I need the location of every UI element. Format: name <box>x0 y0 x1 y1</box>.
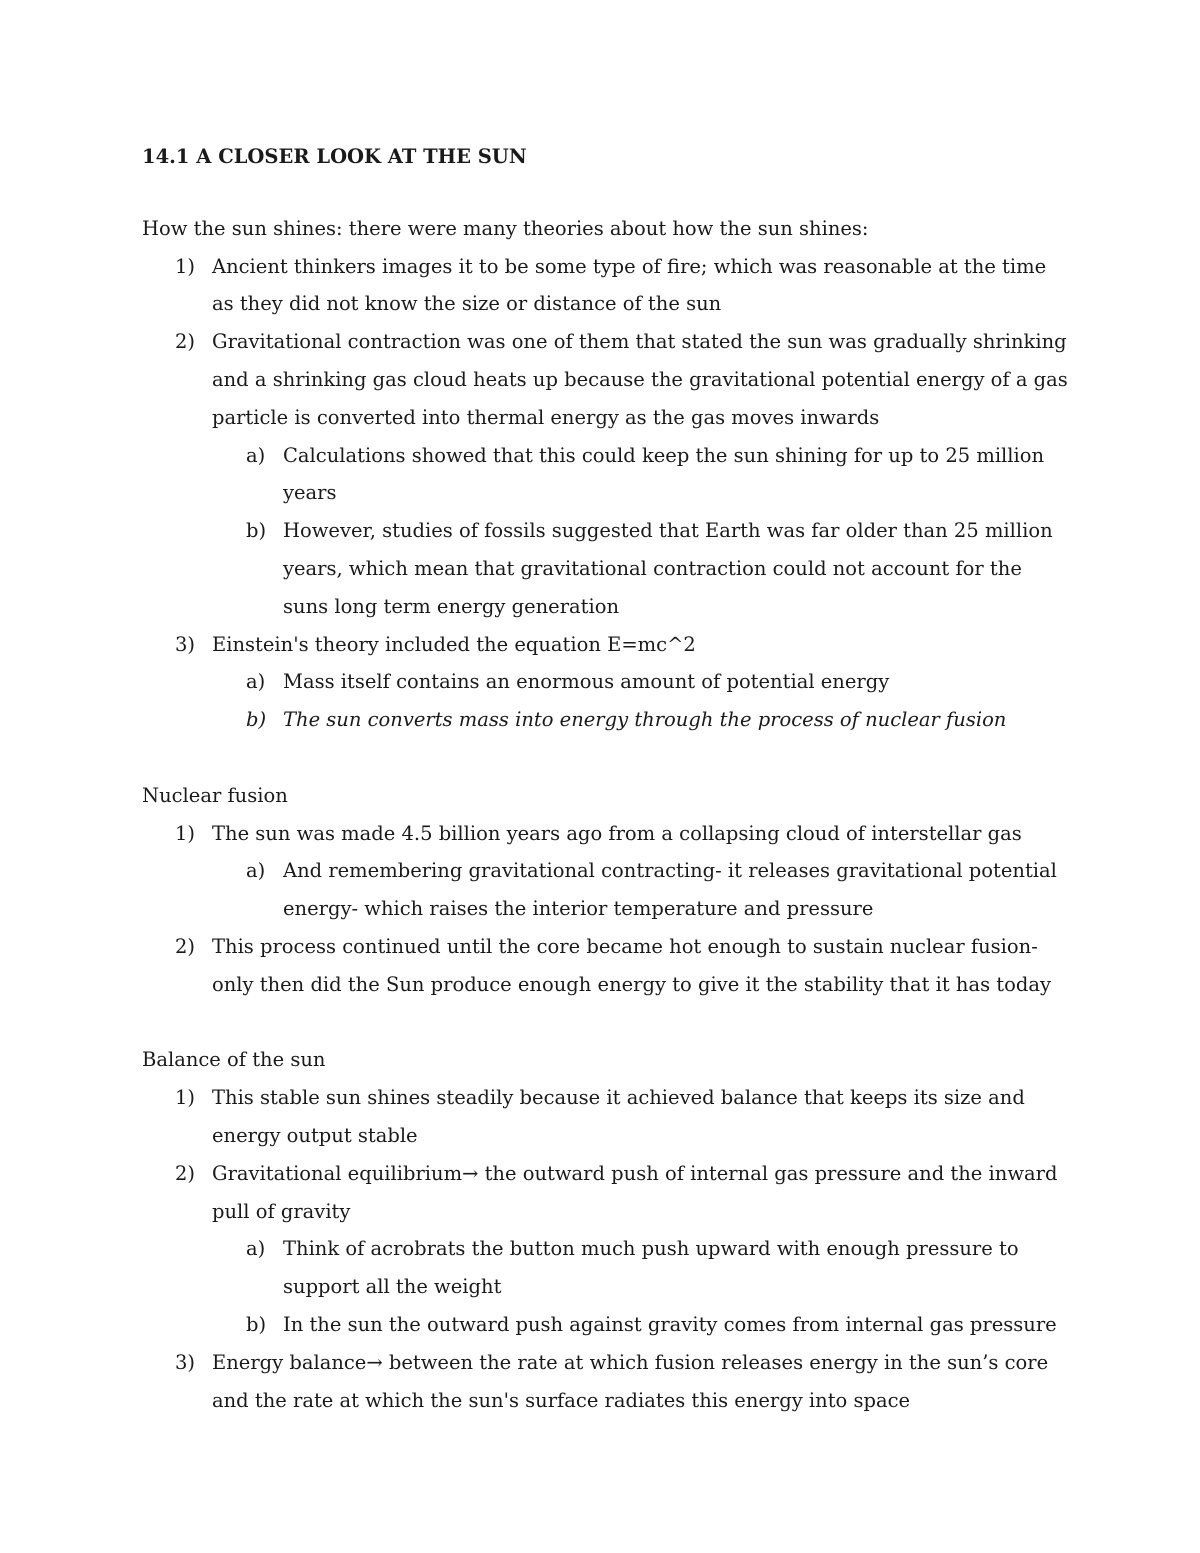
list-item-text: Gravitational contraction was one of them that stated the sun was gradually shrinking and a shrinking gas cloud heats up because the gravitational potential energy of a gas particle is converted into thermal energy as the gas moves inwards <box>212 330 1068 429</box>
list-item-text: Gravitational equilibrium→ the outward push of internal gas pressure and the inward pull of gravity <box>212 1161 1058 1223</box>
sublist-marker: b) <box>246 1312 267 1336</box>
section3-list <box>142 1079 1072 1419</box>
section-heading: Balance of the sun <box>142 1048 326 1072</box>
list-marker: 2) <box>175 1161 196 1185</box>
list-item <box>142 1155 1072 1344</box>
sublist <box>212 852 1072 928</box>
list-item <box>142 928 1072 1004</box>
sublist-marker: a) <box>246 443 266 467</box>
list-marker: 2) <box>175 934 196 958</box>
sublist-item-text: Calculations showed that this could keep the sun shining for up to 25 million years <box>283 443 1045 505</box>
sublist-item-text: Think of acrobrats the button much push upward with enough pressure to support all the weight <box>283 1237 1019 1299</box>
list-marker: 2) <box>175 330 196 354</box>
list-item <box>142 248 1072 324</box>
sublist-item <box>142 1230 1072 1306</box>
sublist <box>212 437 1072 626</box>
sublist-item-text: However, studies of fossils suggested that Earth was far older than 25 million years, which mean that gravitational contraction could not account for the suns long term energy generation <box>283 519 1053 618</box>
list-marker: 3) <box>175 632 196 656</box>
sublist-marker: a) <box>246 1237 266 1261</box>
list-item <box>142 323 1072 625</box>
sublist-item <box>142 512 1072 625</box>
sublist-marker: b) <box>246 708 267 732</box>
list-marker: 1) <box>175 821 196 845</box>
list-item-text: Einstein's theory included the equation E=mc^2 <box>212 632 696 656</box>
section-heading: Nuclear fusion <box>142 783 288 807</box>
list-item-text: Energy balance→ between the rate at which fusion releases energy in the sun’s core and the rate at which the sun's surface radiates this energy into space <box>212 1350 1049 1412</box>
sublist-item-text: Mass itself contains an enormous amount of potential energy <box>283 670 890 694</box>
spacer <box>142 739 1072 777</box>
sublist-item <box>142 701 1072 739</box>
list-item <box>142 815 1072 928</box>
sublist-item <box>142 663 1072 701</box>
list-item-text: This stable sun shines steadily because it achieved balance that keeps its size and energy output stable <box>212 1086 1025 1147</box>
list-item <box>142 626 1072 739</box>
document-title: 14.1 A CLOSER LOOK AT THE SUN <box>142 145 527 168</box>
sublist-item-text: In the sun the outward push against gravity comes from internal gas pressure <box>283 1312 1057 1336</box>
section-intro: How the sun shines: there were many theories about how the sun shines: <box>142 216 869 240</box>
sublist-item-text: The sun converts mass into energy through the process of nuclear fusion <box>283 708 1007 732</box>
section2-list <box>142 815 1072 1004</box>
list-item <box>142 1344 1072 1420</box>
sublist-item-text: And remembering gravitational contracting- it releases gravitational potential energy- which raises the interior temperature and pressure <box>283 859 1057 921</box>
list-marker: 1) <box>175 254 196 278</box>
sublist <box>212 663 1072 739</box>
sublist-marker: a) <box>246 859 266 883</box>
spacer <box>142 1004 1072 1042</box>
list-item-text: This process continued until the core became hot enough to sustain nuclear fusion- only then did the Sun produce enough energy to give it the stability that it has today <box>212 934 1051 996</box>
list-marker: 3) <box>175 1350 196 1374</box>
document-body <box>142 142 1072 1419</box>
section1-list <box>142 248 1072 739</box>
list-marker: 1) <box>175 1086 196 1110</box>
sublist-marker: a) <box>246 670 266 694</box>
sublist-item <box>142 852 1072 928</box>
sublist <box>212 1230 1072 1343</box>
sublist-marker: b) <box>246 519 267 543</box>
list-item-text: Ancient thinkers images it to be some type of fire; which was reasonable at the time as they did not know the size or distance of the sun <box>212 254 1047 316</box>
list-item <box>142 1079 1072 1155</box>
sublist-item <box>142 437 1072 513</box>
sublist-item <box>142 1306 1072 1344</box>
list-item-text: The sun was made 4.5 billion years ago from a collapsing cloud of interstellar gas <box>212 821 1022 845</box>
